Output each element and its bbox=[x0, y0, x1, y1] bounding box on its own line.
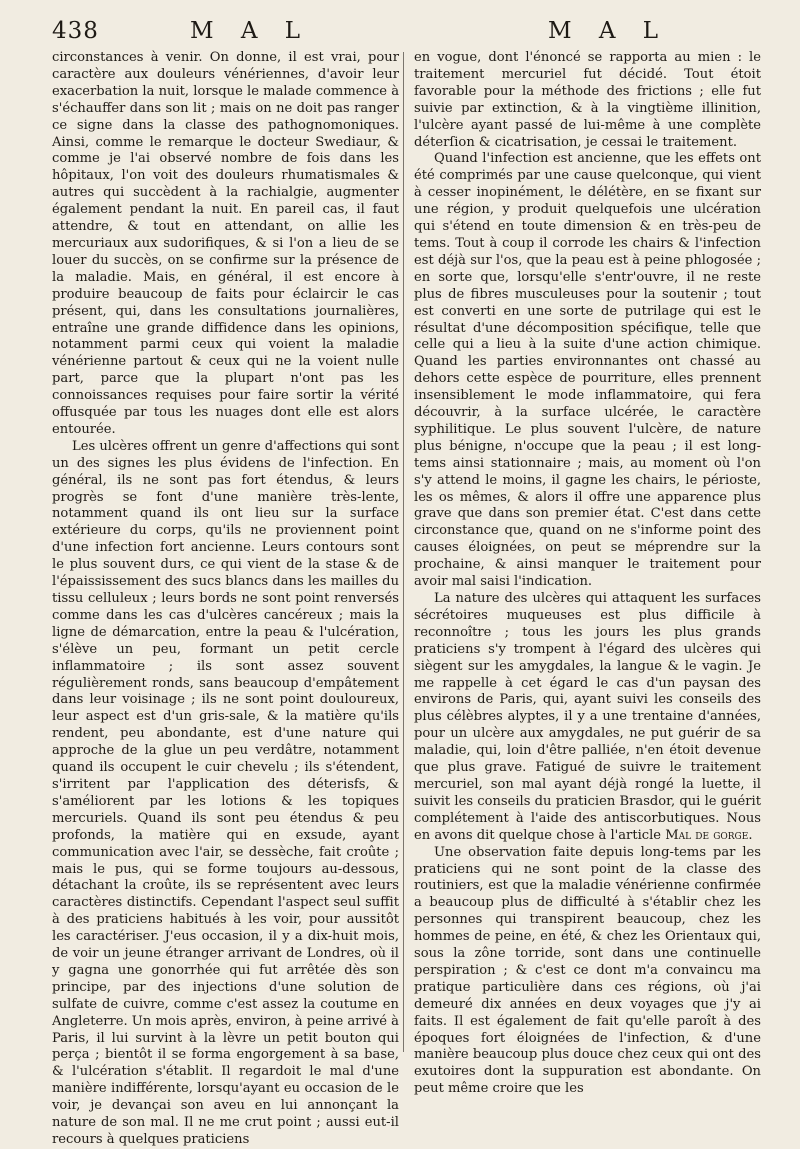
page-number: 438 bbox=[52, 18, 99, 44]
page-header bbox=[0, 16, 800, 50]
paragraph: circonstances à venir. On donne, il est vrai, pour caractère aux douleurs vénériennes, d'avoir leur exacerbation la nuit, lorsque le malade commence à s'échauffer dans son lit ; mais on ne doit pas ranger ce signe dans la classe des pathognomoniques. Ainsi, comme le remarque le docteur Swediaur, & comme je l'ai observé nombre de fois dans les hôpitaux, l'on voit des douleurs rhumatismales & autres qui succèdent à la rachialgie, augmenter également pendant la nuit. En pareil cas, il faut attendre, & tout en attendant, on allie les mercuriaux aux sudorifiques, & si l'on a lieu de se louer du succès, on se confirme sur la présence de la maladie. Mais, en général, il est encore à produire beaucoup de faits pour éclaircir le cas présent, qui, dans les consultations journalières, entraîne une grande diffidence dans les opinions, notamment parmi ceux qui voient la maladie vénérienne partout & ceux qui ne la voient nulle part, parce que la plupart n'ont pas les connoissances requises pour faire sortir la vérité offusquée par tous les nuages dont elle est alors entourée. bbox=[52, 50, 399, 437]
paragraph: Quand l'infection est ancienne, que les effets ont été comprimés par une cause quelconque, qui vient à cesser inopinément, le délétère, en se fixant sur une région, y produit quelquefois une ulcération qui s'étend en toute dimension & en très-peu de tems. Tout à coup il corrode les chairs & l'infection est déjà sur l'os, que la peau est à peine phlogosée ; en sorte que, lorsqu'elle s'entr'ouvre, il ne reste plus de fibres musculeuses pour la soutenir ; tout est converti en une sorte de putrilage qui est le résultat d'une décomposition spécifique, telle que celle qui a lieu à la suite d'une action chimique. Quand les parties environnantes ont chassé au dehors cette espèce de pourriture, elles prennent insensiblement le mode inflammatoire, qui fera découvrir, à la surface ulcérée, le caractère syphilitique. Le plus souvent l'ulcère, de nature plus bénigne, n'occupe que la peau ; il est long-tems ainsi stationnaire ; mais, au moment où l'on s'y attend le moins, il gagne les chairs, le périoste, les os mêmes, & alors il offre une apparence plus grave que dans son premier état. C'est dans cette circonstance que, quand on ne s'informe point des causes éloignées, on peut se méprendre sur la prochaine, & ainsi manquer le traitement pour avoir mal saisi l'indication. bbox=[414, 151, 761, 590]
paragraph-text: La nature des ulcères qui attaquent les surfaces sécrétoires muqueuses est plus difficile à reconnoître ; tous les jours les plus grands praticiens s'y trompent à l'égard des ulcères qui siègent sur les amygdales, la langue & le vagin. Je me rappelle à cet égard le cas d'un paysan des environs de Paris, qui, ayant suivi les conseils des plus célèbres alyptes, il y a une trentaine d'années, pour un ulcère aux amygdales, ne put guérir de sa maladie, qui, loin d'être palliée, n'en étoit devenue que plus grave. Fatigué de suivre le traitement mercuriel, son mal ayant déjà rongé la luette, il suivit les conseils du praticien Brasdor, qui le guérit complétement à l'aide des antiscorbutiques. Nous en avons dit quelque chose à l'article bbox=[414, 591, 761, 843]
running-title-right: M A L bbox=[548, 18, 669, 44]
column-divider bbox=[403, 52, 404, 1052]
running-title-left: M A L bbox=[190, 18, 311, 44]
left-column bbox=[52, 50, 399, 1149]
cross-reference: Mal de gorge. bbox=[665, 827, 753, 843]
paragraph: Les ulcères offrent un genre d'affections qui sont un des signes les plus évidens de l'infection. En général, ils ne sont pas fort étendus, & leurs progrès se font d'une manière très-lente, notamment quand ils ont lieu sur la surface extérieure du corps, qu'ils ne proviennent point d'une infection fort ancienne. Leurs contours sont le plus souvent durs, ce qui vient de la stase & de l'épaississement des sucs blancs dans les mailles du tissu celluleux ; leurs bords ne sont point renversés comme dans les cas d'ulcères cancéreux ; mais la ligne de démarcation, entre la peau & l'ulcération, s'élève un peu, formant un petit cercle inflammatoire ; ils sont assez souvent régulièrement ronds, sans beaucoup d'empâtement dans leur voisinage ; ils ne sont point douloureux, leur aspect est d'un gris-sale, & la matière qu'ils rendent, peu abondante, est d'une nature qui approche de la glue un peu verdâtre, notamment quand ils occupent le cuir chevelu ; ils s'étendent, s'irritent par l'application des déterisfs, & s'améliorent par les lotions & les topiques mercuriels. Quand ils sont peu étendus & peu profonds, la matière qui en exsude, ayant communication avec l'air, se dessèche, fait croûte ; mais le pus, qui se forme toujours au-dessous, détachant la croûte, ils se représentent avec leurs caractères distinctifs. Cependant l'aspect seul suffit à des praticiens habitués à les voir, pour aussitôt les caractériser. J'eus occasion, il y a dix-huit mois, de voir un jeune étranger arrivant de Londres, où il y gagna une gonorrhée qui fut arrêtée dès son principe, par des injections d'une solution de sulfate de cuivre, comme c'est assez la coutume en Angleterre. Un mois après, environ, à peine arrivé à Paris, il lui survint à la lèvre un petit bouton qui perça ; bientôt il se forma engorgement à sa base, & l'ulcération s'établit. Il regardoit le mal d'une manière indifférente, lorsqu'ayant eu occasion de le voir, je devançai son aveu en lui annonçant la nature de son mal. Il ne me crut point ; aussi eut-il recours à quelques praticiens bbox=[52, 438, 400, 1147]
right-column bbox=[414, 50, 761, 1098]
paragraph: Une observation faite depuis long-tems par les praticiens qui ne sont point de la classe des routiniers, est que la maladie vénérienne confirmée a beaucoup plus de difficulté à s'établir chez les personnes qui transpirent beaucoup, chez les hommes de peine, en été, & chez les Orientaux qui, sous la zône torride, sont dans une continuelle perspiration ; & c'est ce dont m'a convaincu ma pratique particulière dans ces régions, où j'ai demeuré dix années en deux voyages que j'y ai faits. Il est également de fait qu'elle paroît à des époques fort éloignées de l'infection, & d'une manière beaucoup plus douce chez ceux qui ont des exutoires dont la suppuration est abondante. On peut même croire que les bbox=[414, 844, 761, 1097]
paragraph: en vogue, dont l'énoncé se rapporta au mien : le traitement mercuriel fut décidé. Tout étoit favorable pour la méthode des frictions ; elle fut suivie par extinction, & à la vingtième illinition, l'ulcère ayant passé de lui-même à une complète déterſion & cicatrisation, je cessai le traitement. bbox=[414, 50, 761, 150]
paragraph bbox=[414, 591, 761, 845]
